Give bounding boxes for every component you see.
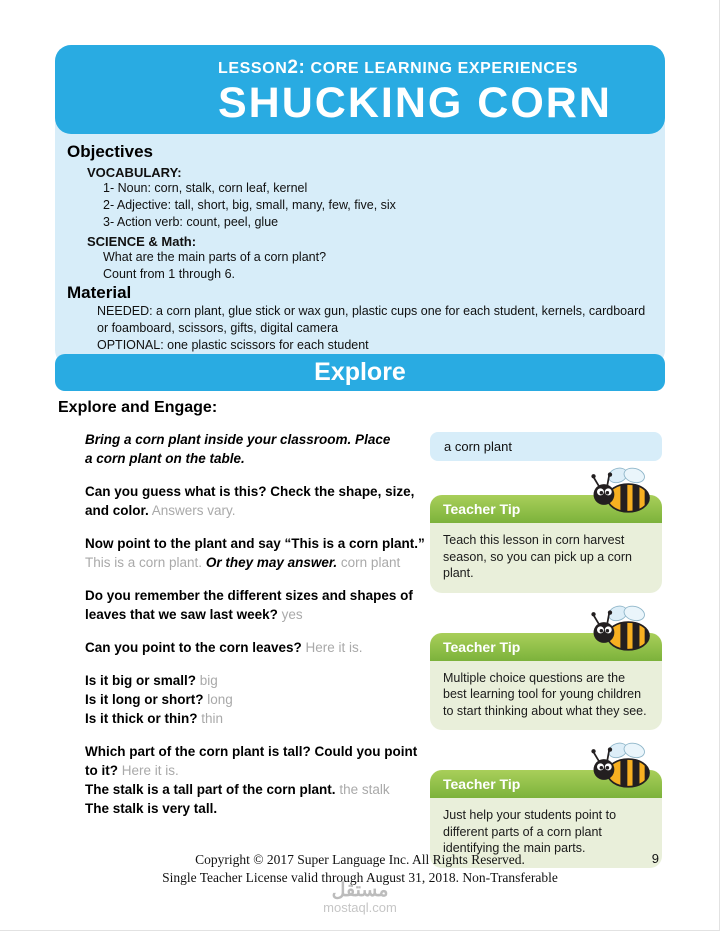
bee-icon	[588, 465, 658, 517]
teacher-tip-box	[430, 495, 662, 593]
question-text: Is it big or small?	[85, 673, 197, 688]
question-text: Is it thick or thin?	[85, 711, 198, 726]
question-text: Is it long or short?	[85, 692, 204, 707]
answer-text: corn plant	[340, 555, 401, 570]
teacher-tip-title: Teacher Tip	[430, 633, 662, 661]
bee-icon	[588, 740, 658, 792]
material-needed: NEEDED: a corn plant, glue stick or wax gun, plastic cups one for each student, kernels, cardboard or foamboard, scissors, gifts, digital camera	[97, 304, 646, 336]
question-text: Which part of the corn plant is tall? Could you point to it?	[85, 744, 418, 778]
teacher-tip-text: Just help your students point to different parts of a corn plant identifying the main parts.	[443, 808, 617, 855]
copyright-line: Copyright © 2017 Super Language Inc. All Rights Reserved.	[195, 852, 525, 867]
teacher-instruction: Bring a corn plant inside your classroom. Place a corn plant on the table.	[85, 432, 391, 466]
page-number: 9	[651, 851, 659, 866]
dialogue-paragraph	[85, 742, 433, 818]
vocabulary-heading: VOCABULARY:	[87, 165, 182, 181]
question-text: The stalk is a tall part of the corn plant.	[85, 782, 336, 797]
answer-text: Here it is.	[305, 640, 363, 655]
science-item: Count from 1 through 6.	[103, 267, 236, 282]
answer-text: thin	[201, 711, 224, 726]
license-line: Single Teacher License valid through August 31, 2018. Non-Transferable	[162, 870, 558, 885]
lesson-card	[55, 45, 665, 366]
watermark-arabic: مستقل	[331, 880, 389, 901]
bee-icon	[588, 603, 658, 655]
answer-text: This is a corn plant.	[85, 555, 203, 570]
answer-text: long	[207, 692, 233, 707]
material-optional: OPTIONAL: one plastic scissors for each student	[97, 338, 369, 353]
teacher-tip-text: Teach this lesson in corn harvest season, so you can pick up a corn plant.	[443, 533, 633, 580]
lesson-header	[55, 45, 665, 134]
question-text: Can you guess what is this? Check the shape, size, and color.	[85, 484, 415, 518]
objectives-heading: Objectives	[67, 142, 153, 162]
explore-engage-heading: Explore and Engage:	[58, 399, 218, 416]
objectives-section	[55, 134, 665, 356]
watermark-url: mostaql.com	[323, 900, 397, 915]
dialogue-paragraph	[85, 534, 433, 572]
science-item: What are the main parts of a corn plant?	[103, 250, 327, 265]
lesson-prefix: LESSON	[218, 60, 288, 77]
question-text: Can you point to the corn leaves?	[85, 640, 302, 655]
lesson-subtitle-text: CORE LEARNING EXPERIENCES	[305, 60, 579, 77]
dialogue-paragraph	[85, 671, 433, 728]
science-heading: SCIENCE & Math:	[87, 234, 197, 250]
watermark	[0, 882, 720, 915]
dialogue-paragraph	[85, 586, 433, 624]
lesson-number: 2:	[287, 57, 306, 78]
teacher-note: Or they may answer.	[205, 555, 338, 570]
question-text: The stalk is very tall.	[85, 801, 218, 816]
teacher-tip-text: Multiple choice questions are the best learning tool for young children to start thinking about what they see.	[443, 670, 647, 718]
sidebar	[430, 432, 662, 908]
question-text: Now point to the plant and say “This is a corn plant.”	[85, 536, 425, 551]
dialogue-paragraph	[85, 482, 433, 520]
dialogue-column	[85, 430, 433, 832]
vocabulary-item: 1- Noun: corn, stalk, corn leaf, kernel	[103, 181, 308, 196]
vocabulary-item: 2- Adjective: tall, short, big, small, many, few, five, six	[103, 198, 396, 213]
material-heading: Material	[67, 283, 132, 303]
teacher-tip-title: Teacher Tip	[430, 495, 662, 523]
answer-text: the stalk	[339, 782, 390, 797]
dialogue-paragraph	[85, 638, 433, 657]
vocabulary-item: 3- Action verb: count, peel, glue	[103, 215, 279, 230]
explore-banner: Explore	[55, 354, 665, 391]
teacher-tip-box	[430, 633, 662, 731]
lesson-title: SHUCKING CORN	[218, 79, 612, 127]
teacher-tip-title: Teacher Tip	[430, 770, 662, 798]
answer-text: yes	[281, 607, 303, 622]
answer-text: Answers vary.	[151, 503, 236, 518]
lesson-subtitle	[218, 57, 649, 79]
question-text: Do you remember the different sizes and shapes of leaves that we saw last week?	[85, 588, 413, 622]
answer-text: big	[199, 673, 218, 688]
answer-text: Here it is.	[121, 763, 179, 778]
vocab-callout-box: a corn plant	[430, 432, 662, 461]
